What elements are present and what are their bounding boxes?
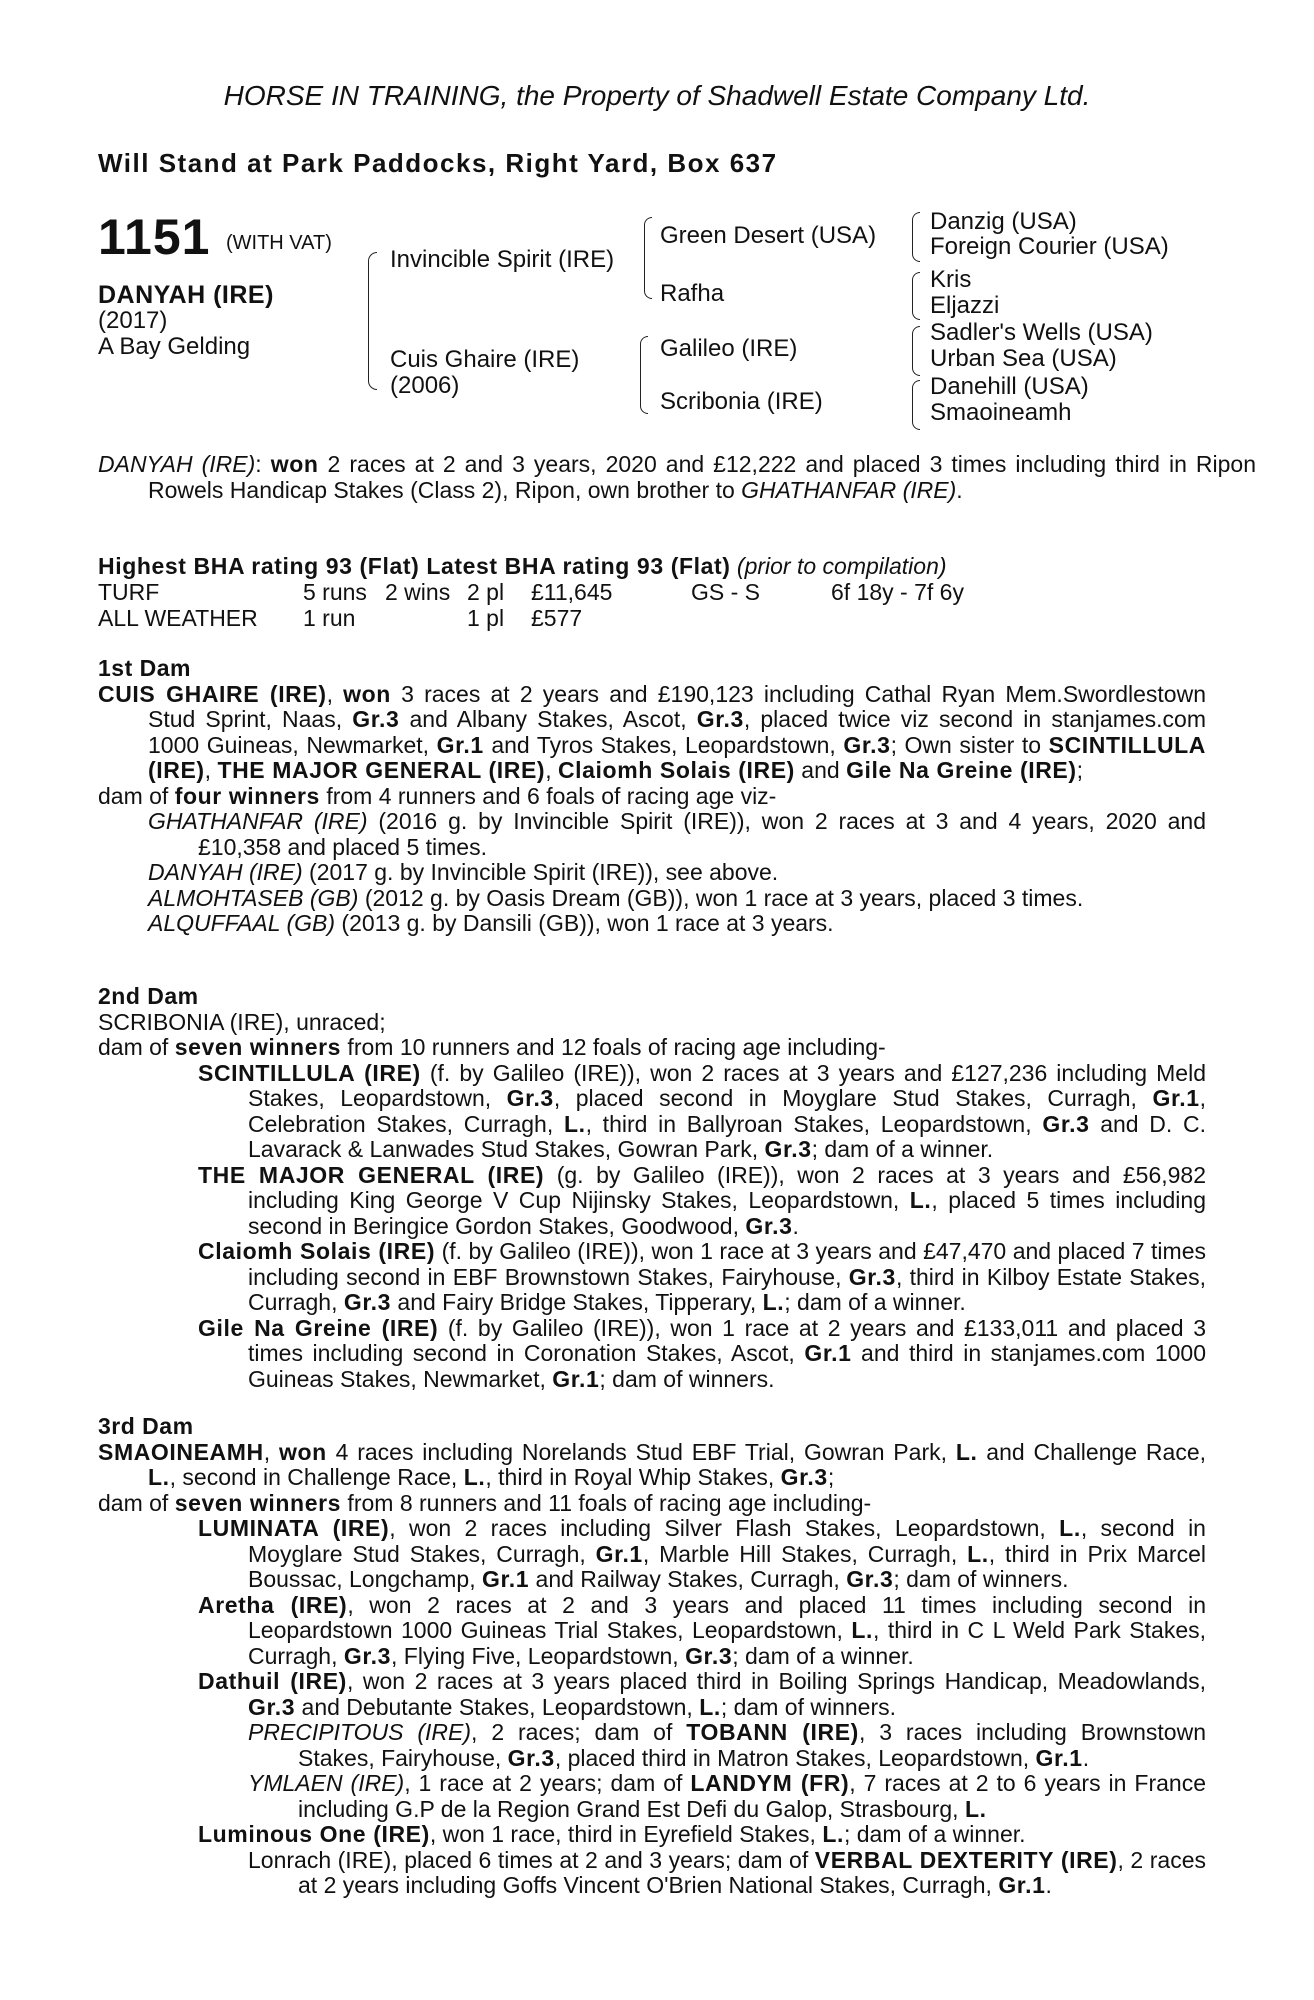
offspring-entry (98, 809, 1206, 860)
offspring-entry (98, 1239, 1206, 1316)
text-run: (2013 g. by Dansili (GB)), won 1 race at 3 years. (335, 910, 834, 936)
text-run: from 4 runners and 6 foals of racing age viz- (319, 782, 777, 809)
text-run: , Marble Hill Stakes, Curragh, (642, 1540, 968, 1567)
third-dam-section (98, 1414, 1206, 1899)
text-run: Lonrach (IRE), placed 6 times at 2 and 3 years; dam of (248, 1846, 815, 1873)
record-surface: ALL WEATHER (98, 604, 258, 631)
record-wins (385, 606, 467, 632)
bold-text: Gr.1 (1035, 1744, 1083, 1771)
bold-text: THE MAJOR GENERAL (IRE) (217, 757, 546, 783)
bold-text: THE MAJOR GENERAL (IRE) (198, 1161, 545, 1188)
text-run: ; dam of winners. (893, 1566, 1069, 1592)
bold-text: Gr.1 (595, 1540, 643, 1567)
bold-text: L. (851, 1617, 873, 1643)
record-runs: 1 run (303, 604, 356, 631)
text-run: , third in Ballyroan Stakes, Leopardstown, (585, 1110, 1043, 1137)
text-run: , 3 races including Brownstown Stakes, Fairyhouse, (298, 1719, 1206, 1771)
text-run: dam of (98, 782, 175, 809)
text-run: . (792, 1212, 799, 1239)
bold-text: L. (955, 1438, 978, 1465)
stand-location: Will Stand at Park Paddocks, Right Yard, Box 637 (98, 148, 778, 178)
bold-text: Gr.3 (780, 1464, 828, 1490)
italic-text: DANYAH (IRE) (148, 859, 303, 885)
second-dam-section (98, 984, 1206, 1392)
dam-description (98, 682, 1206, 784)
offspring-entry (98, 1771, 1206, 1822)
offspring-entry (98, 1316, 1206, 1393)
pedigree-brace (912, 212, 920, 262)
offspring-entry (98, 1593, 1206, 1670)
bold-text: Gile Na Greine (IRE) (198, 1314, 439, 1341)
offspring-entry (98, 1822, 1206, 1848)
bold-text: Gr.3 (848, 1263, 896, 1290)
bold-text: Gr.3 (764, 1136, 812, 1162)
text-run: and Albany Stakes, Ascot, (399, 706, 697, 732)
text-run: . (1082, 1744, 1090, 1771)
bold-text: L. (148, 1464, 170, 1490)
record-distance (831, 606, 964, 632)
offspring-entry (98, 1061, 1206, 1163)
text-run: and Fairy Bridge Stakes, Tipperary, (391, 1289, 763, 1315)
pedigree-brace (640, 336, 648, 414)
record-placed: 1 pl (467, 604, 505, 631)
bold-text: Gr.1 (804, 1340, 852, 1366)
text-run: (2016 g. by Invincible Spirit (IRE)), won 2 races at 3 and 4 years, 2020 and £10,358 and placed 5 times. (198, 808, 1206, 860)
pedigree-brace (644, 217, 652, 299)
text-run: dam of (98, 1034, 175, 1060)
offspring-entry (98, 886, 1206, 912)
ratings-line (98, 554, 1206, 580)
bold-text: Gr.3 (352, 706, 400, 732)
bold-text: won (278, 1438, 327, 1465)
race-record-table (98, 580, 964, 632)
bold-text: Gr.3 (343, 1289, 392, 1315)
text-run: , Celebration Stakes, Curragh, (248, 1085, 1207, 1137)
table-row (98, 580, 964, 606)
text-run: (2012 g. by Oasis Dream (GB)), won 1 race at 3 years, placed 3 times. (358, 884, 1084, 911)
text-run: 3 races at 2 years and £190,123 including Cathal Ryan Mem.Swordlestown Stud Sprint, Naas, (148, 680, 1207, 732)
bold-text: Gr.3 (745, 1212, 793, 1239)
text-run: , placed twice viz second in stanjames.com 1000 Guineas, Newmarket, (148, 706, 1206, 758)
text-run: , third in Royal Whip Stakes, (485, 1464, 781, 1490)
text-run: (f. by Galileo (IRE)), won 1 race at 2 years and £133,011 and placed 3 times including second in Coronation Stakes, Ascot, (248, 1314, 1206, 1366)
text-run: from 8 runners and 11 foals of racing age including- (341, 1489, 872, 1516)
bold-text: L. (967, 1540, 989, 1567)
text-run: and D. C. Lavarack & Lanwades Stud Stakes, Gowran Park, (248, 1110, 1206, 1162)
bold-text: Gr.1 (552, 1365, 600, 1392)
offspring-entry (98, 1163, 1206, 1240)
bold-text: L. (699, 1693, 721, 1720)
pedigree-ggs: Sadler's Wells (USA) (930, 319, 1153, 346)
bold-text: Claiomh Solais (IRE) (198, 1238, 436, 1264)
bold-text: Gr.1 (1152, 1085, 1200, 1111)
record-wins: 2 wins (385, 578, 451, 605)
record-runs: 5 runs (303, 578, 367, 605)
bold-text: Luminous One (IRE) (198, 1821, 430, 1847)
dam-description (98, 1440, 1206, 1491)
text-run: , third in Prix Marcel Boussac, Longchamp, (248, 1540, 1206, 1592)
summary-horse-name: DANYAH (IRE) (98, 451, 256, 477)
offspring-entry (98, 1848, 1206, 1899)
bold-text: Gr.3 (343, 1642, 392, 1669)
bold-text: L. (762, 1289, 785, 1315)
text-run: ; (827, 1464, 835, 1490)
section-heading: 2nd Dam (98, 983, 199, 1009)
summary-end: . (956, 476, 963, 503)
text-run: , 7 races at 2 to 6 years in France including G.P de la Region Grand Est Defi du Galop, Strasbourg, (298, 1770, 1206, 1822)
italic-text: YMLAEN (IRE) (248, 1770, 405, 1796)
lot-number: 1151 (98, 209, 211, 265)
pedigree-ggs: Foreign Courier (USA) (930, 233, 1169, 260)
pedigree-ggs: Danehill (USA) (930, 373, 1089, 400)
summary-brother: GHATHANFAR (IRE) (741, 476, 957, 503)
text-run: and (794, 757, 847, 783)
bold-text: Gr.3 (696, 706, 744, 732)
text-run: , (263, 1438, 279, 1465)
bold-text: SCINTILLULA (IRE) (148, 731, 1207, 783)
bold-text: Dathuil (IRE) (198, 1668, 347, 1694)
text-run: and Debutante Stakes, Leopardstown, (295, 1693, 700, 1720)
bold-text: L. (563, 1110, 586, 1137)
record-placed: 2 pl (467, 578, 505, 605)
text-run: , 2 races at 2 years including Goffs Vincent O'Brien National Stakes, Curragh, (298, 1846, 1206, 1898)
table-row (98, 606, 964, 632)
bold-text: Claiomh Solais (IRE) (557, 757, 795, 783)
bold-text: Gr.3 (506, 1085, 554, 1111)
offspring-entry (98, 860, 1206, 886)
text-run: , won 2 races at 2 and 3 years and placed 11 times including second in Leopardstown 1000 Guineas Trial Stakes, Leopardstown, (248, 1591, 1206, 1643)
bold-text: SCINTILLULA (IRE) (198, 1059, 421, 1086)
bold-text: L. (1059, 1515, 1081, 1541)
dam-produce-intro (98, 1035, 1206, 1061)
ratings-block (98, 554, 1206, 632)
bold-text: Gr.1 (436, 731, 484, 758)
text-run: . (1045, 1872, 1052, 1898)
text-run: and Challenge Race, (977, 1438, 1206, 1465)
bold-text: L. (822, 1821, 844, 1847)
text-run: , third in C L Weld Park Stakes, Curragh, (248, 1617, 1206, 1669)
bold-text: Gr.3 (843, 731, 891, 758)
text-run: dam of (98, 1489, 175, 1516)
italic-text: PRECIPITOUS (IRE) (248, 1719, 472, 1745)
bold-text: SMAOINEAMH (98, 1438, 264, 1465)
bold-text: LUMINATA (IRE) (198, 1515, 390, 1541)
section-heading: 3rd Dam (98, 1413, 194, 1439)
text-run: ; dam of winners. (720, 1693, 896, 1720)
pedigree-ggs: Smaoineamh (930, 399, 1072, 426)
text-run: and Tyros Stakes, Leopardstown, (483, 731, 844, 758)
italic-text: ALQUFFAAL (GB) (148, 910, 336, 936)
italic-text: ALMOHTASEB (GB) (148, 884, 359, 911)
bold-text: VERBAL DEXTERITY (IRE) (814, 1846, 1118, 1873)
record-going (691, 606, 831, 632)
text-run: SCRIBONIA (IRE), unraced; (98, 1008, 386, 1035)
pedigree-ggs: Urban Sea (USA) (930, 345, 1117, 372)
text-run: , (326, 680, 344, 707)
text-run: ; (1076, 757, 1084, 783)
pedigree-brace (912, 272, 920, 320)
ratings-bold: Highest BHA rating 93 (Flat) Latest BHA rating 93 (Flat) (98, 553, 731, 579)
horse-name: DANYAH (IRE) (98, 281, 274, 309)
bold-text: seven winners (174, 1489, 342, 1516)
pedigree-brace (912, 380, 920, 430)
bold-text: Gr.3 (1042, 1110, 1090, 1137)
dam-description (98, 1010, 1206, 1036)
offspring-entry (98, 1669, 1206, 1720)
pedigree-dam-dam: Scribonia (IRE) (660, 388, 823, 415)
text-run: and third in stanjames.com 1000 Guineas Stakes, Newmarket, (248, 1340, 1206, 1392)
horse-description: A Bay Gelding (98, 333, 251, 360)
page-header: HORSE IN TRAINING, the Property of Shadwell Estate Company Ltd. (223, 80, 1091, 111)
italic-text: GHATHANFAR (IRE) (148, 808, 368, 834)
record-going: GS - S (691, 578, 761, 605)
pedigree-ggs: Eljazzi (930, 292, 1000, 319)
bold-text: L. (964, 1795, 987, 1822)
text-run: ; dam of winners. (599, 1365, 775, 1392)
text-run: and Railway Stakes, Curragh, (529, 1566, 847, 1592)
bold-text: L. (463, 1464, 486, 1490)
text-run: (f. by Galileo (IRE)), won 2 races at 3 years and £127,236 including Meld Stakes, Leopardstown, (248, 1059, 1206, 1111)
text-run: , 2 races; dam of (471, 1719, 687, 1745)
vat-note: (WITH VAT) (226, 232, 332, 254)
bold-text: seven winners (174, 1034, 342, 1060)
offspring-entry (98, 1720, 1206, 1771)
horse-year: (2017) (98, 307, 168, 334)
first-dam-section (98, 656, 1206, 937)
record-distance: 6f 18y - 7f 6y (831, 578, 964, 605)
record-prize: £577 (531, 604, 583, 631)
pedigree-sire-dam: Rafha (660, 280, 725, 307)
bold-text: LANDYM (FR) (690, 1770, 850, 1796)
text-run: ; dam of a winner. (843, 1821, 1026, 1847)
pedigree-brace (368, 252, 377, 390)
pedigree-dam-year: (2006) (390, 372, 460, 399)
record-prize: £11,645 (531, 578, 613, 605)
text-run: , second in Challenge Race, (169, 1464, 464, 1490)
text-run: ; dam of a winner. (732, 1642, 914, 1669)
record-surface: TURF (98, 578, 160, 605)
pedigree-ggs: Danzig (USA) (930, 208, 1077, 235)
bold-text: L. (909, 1187, 932, 1213)
bold-text: TOBANN (IRE) (686, 1719, 859, 1745)
text-run: , won 2 races including Silver Flash Stakes, Leopardstown, (389, 1515, 1060, 1541)
summary-won: won (270, 451, 319, 477)
pedigree-sire-sire: Green Desert (USA) (660, 222, 877, 249)
ratings-note: (prior to compilation) (736, 553, 947, 579)
text-run: (2017 g. by Invincible Spirit (IRE)), see above. (302, 859, 779, 885)
text-run: , placed 5 times including second in Beringice Gordon Stakes, Goodwood, (248, 1187, 1206, 1239)
bold-text: Gr.3 (507, 1744, 555, 1771)
bold-text: Gr.3 (685, 1642, 733, 1669)
text-run: , second in Moyglare Stud Stakes, Curragh, (248, 1515, 1206, 1567)
text-run: , (204, 757, 218, 783)
bold-text: Gr.3 (248, 1693, 296, 1720)
pedigree-brace (912, 326, 920, 376)
dam-produce-intro (98, 784, 1206, 810)
bold-text: Gr.3 (846, 1566, 894, 1592)
bold-text: Gile Na Greine (IRE) (846, 757, 1077, 783)
text-run: , (545, 757, 558, 783)
text-run: , won 1 race, third in Eyrefield Stakes, (429, 1821, 823, 1847)
text-run: , placed second in Moyglare Stud Stakes, Curragh, (553, 1085, 1153, 1111)
pedigree-ggs: Kris (930, 266, 972, 293)
text-run: , 1 race at 2 years; dam of (404, 1770, 691, 1796)
race-summary: DANYAH (IRE): won 2 races at 2 and 3 years, 2020 and £12,222 and placed 3 times including third in Ripon Rowels Handicap Stakes (Class 2), Ripon, own brother to GHATHANFAR (IRE). (98, 451, 1256, 503)
bold-text: Gr.1 (481, 1566, 530, 1592)
dam-produce-intro (98, 1491, 1206, 1517)
summary-text: 2 races at 2 and 3 years, 2020 and £12,222 and placed 3 times including third in Ripon Rowels Handicap Stakes (Class 2), Ripon, own brother to (148, 451, 1256, 503)
text-run: (f. by Galileo (IRE)), won 1 race at 3 years and £47,470 and placed 7 times including second in EBF Brownstown Stakes, Fairyhouse, (248, 1238, 1206, 1290)
text-run: , won 2 races at 3 years placed third in Boiling Springs Handicap, Meadowlands, (346, 1668, 1206, 1694)
offspring-entry (98, 1516, 1206, 1593)
bold-text: Aretha (IRE) (198, 1591, 348, 1618)
pedigree-dam-sire: Galileo (IRE) (660, 335, 798, 362)
text-run: , Flying Five, Leopardstown, (391, 1642, 686, 1669)
text-run: ; Own sister to (890, 731, 1049, 758)
text-run: , third in Kilboy Estate Stakes, Curragh, (248, 1263, 1206, 1315)
text-run: ; dam of a winner. (811, 1136, 994, 1162)
text-run: (g. by Galileo (IRE)), won 2 races at 3 years and £56,982 including King George V Cup Nijinsky Stakes, Leopardstown, (248, 1161, 1206, 1213)
text-run: from 10 runners and 12 foals of racing age including- (341, 1034, 886, 1060)
section-heading: 1st Dam (98, 655, 191, 681)
bold-text: won (343, 680, 391, 707)
pedigree-sire: Invincible Spirit (IRE) (390, 246, 615, 273)
bold-text: CUIS GHAIRE (IRE) (98, 680, 327, 707)
offspring-entry (98, 911, 1206, 937)
bold-text: four winners (174, 782, 320, 809)
text-run: , placed third in Matron Stakes, Leopardstown, (554, 1744, 1036, 1771)
text-run: 4 races including Norelands Stud EBF Trial, Gowran Park, (326, 1438, 956, 1465)
bold-text: Gr.1 (998, 1872, 1046, 1898)
text-run: ; dam of a winner. (784, 1289, 966, 1315)
pedigree-dam: Cuis Ghaire (IRE) (390, 346, 580, 373)
